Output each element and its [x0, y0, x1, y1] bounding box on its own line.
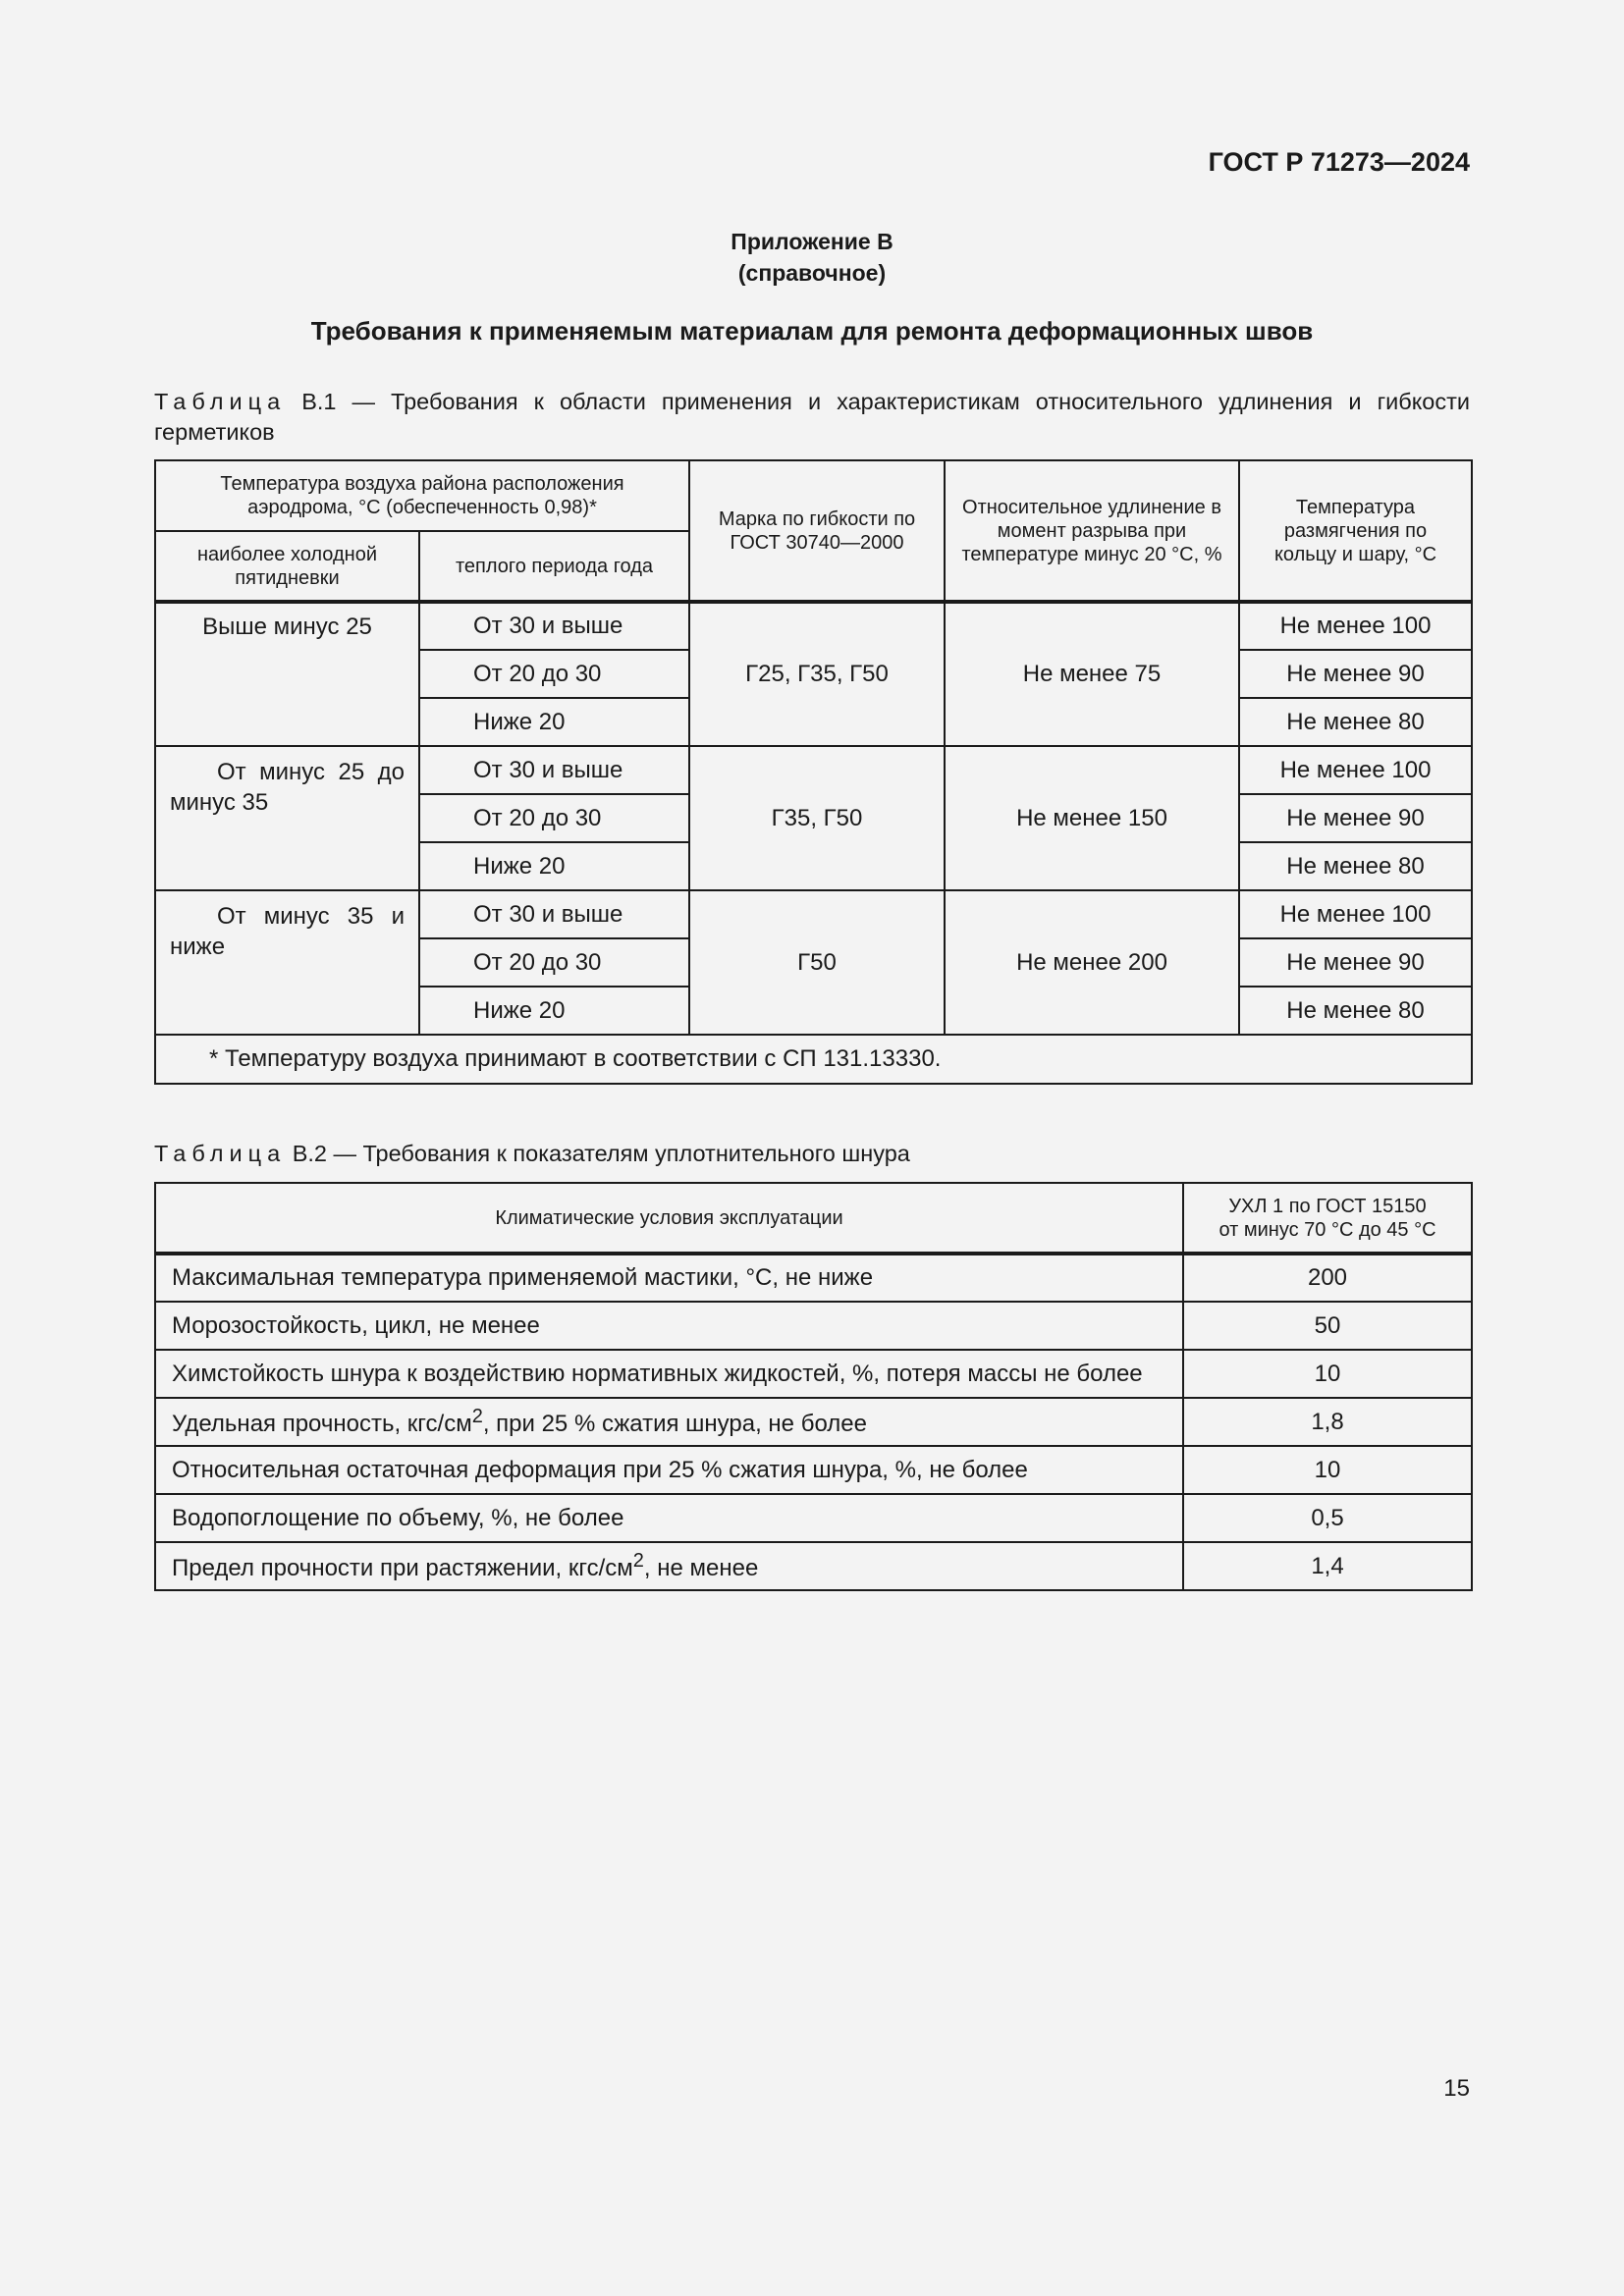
- indicator-text: Предел прочности при растяжении, кгс/см: [172, 1555, 633, 1581]
- table2-caption: [154, 1139, 1470, 1169]
- th-elongation: Относительное удлинение в момент разрыва при температуре минус 20 °С, %: [945, 460, 1239, 602]
- cell-softening: Не менее 100: [1239, 890, 1472, 938]
- cell-softening: Не менее 90: [1239, 794, 1472, 842]
- th-conditions: Климатические условия эксплуатации: [155, 1183, 1183, 1254]
- table-footnote-row: [155, 1035, 1472, 1084]
- cell-cold: Выше минус 25: [155, 602, 419, 746]
- annex-title: Приложение В: [731, 229, 893, 254]
- cell-warm: От 30 и выше: [419, 890, 689, 938]
- cell-indicator: Морозостойкость, цикл, не менее: [155, 1302, 1183, 1350]
- cell-softening: Не менее 100: [1239, 602, 1472, 650]
- annex-type: (справочное): [737, 260, 887, 286]
- cell-indicator: Водопоглощение по объему, %, не более: [155, 1494, 1183, 1542]
- indicator-text: Удельная прочность, кгс/см: [172, 1411, 472, 1437]
- table1-caption-text: В.1 — Требования к области применения и характеристикам относительного удлинения и гибкости герметиков: [154, 389, 1471, 445]
- table1-footnote: * Температуру воздуха принимают в соответствии с СП 131.13330.: [155, 1035, 1472, 1084]
- cell-cold: От минус 25 до минус 35: [155, 746, 419, 890]
- cell-value: 1,4: [1183, 1542, 1472, 1590]
- cell-warm: От 30 и выше: [419, 602, 689, 650]
- cell-warm: Ниже 20: [419, 987, 689, 1035]
- cell-value: 50: [1183, 1302, 1472, 1350]
- table-row: [155, 1398, 1472, 1446]
- table-row: [155, 1494, 1472, 1542]
- cell-elongation: Не менее 150: [945, 746, 1239, 890]
- cell-value: 10: [1183, 1350, 1472, 1398]
- cell-grade: Г35, Г50: [689, 746, 945, 890]
- superscript: 2: [471, 1406, 483, 1427]
- page-number: 15: [1443, 2075, 1470, 2102]
- table-row: [155, 746, 1472, 794]
- cell-value: 1,8: [1183, 1398, 1472, 1446]
- th-softening-temp: Температура размягчения по кольцу и шару, °С: [1239, 460, 1472, 602]
- table-b2: [154, 1182, 1473, 1591]
- th-coldest-five-days: наиболее холодной пятидневки: [155, 531, 419, 602]
- table-row: [155, 1542, 1472, 1590]
- annex-heading: [0, 226, 1624, 289]
- indicator-text-rest: , не менее: [643, 1555, 759, 1581]
- cell-softening: Не менее 100: [1239, 746, 1472, 794]
- cell-warm: От 20 до 30: [419, 938, 689, 987]
- cell-elongation: Не менее 75: [945, 602, 1239, 746]
- table-row: [155, 890, 1472, 938]
- th-climate-line1: УХЛ 1 по ГОСТ 15150: [1228, 1195, 1427, 1217]
- table-row: [155, 1350, 1472, 1398]
- cell-softening: Не менее 90: [1239, 938, 1472, 987]
- table-row: [155, 602, 1472, 650]
- cell-warm: Ниже 20: [419, 698, 689, 746]
- cell-indicator: Максимальная температура применяемой мастики, °С, не ниже: [155, 1254, 1183, 1302]
- cell-grade: Г50: [689, 890, 945, 1035]
- table1-caption: [154, 387, 1470, 448]
- indicator-text-rest: , при 25 % сжатия шнура, не более: [482, 1411, 867, 1437]
- cell-warm: От 30 и выше: [419, 746, 689, 794]
- cell-value: 0,5: [1183, 1494, 1472, 1542]
- th-flex-grade: Марка по гибкости по ГОСТ 30740—2000: [689, 460, 945, 602]
- cell-value: 200: [1183, 1254, 1472, 1302]
- table-row: [155, 1254, 1472, 1302]
- cell-indicator: [155, 1542, 1183, 1590]
- table2-caption-text: В.2 — Требования к показателям уплотнительного шнура: [292, 1141, 910, 1166]
- cell-indicator: Химстойкость шнура к воздействию нормативных жидкостей, %, потеря массы не более: [155, 1350, 1183, 1398]
- cell-softening: Не менее 80: [1239, 698, 1472, 746]
- cell-warm: От 20 до 30: [419, 794, 689, 842]
- th-climate-line2: от минус 70 °С до 45 °С: [1218, 1218, 1436, 1241]
- table1-caption-label: Таблица: [154, 389, 287, 414]
- cell-cold: От минус 35 и ниже: [155, 890, 419, 1035]
- section-title: Требования к применяемым материалам для ремонта деформационных швов: [310, 316, 1314, 346]
- standard-code: ГОСТ Р 71273—2024: [1208, 147, 1470, 177]
- table-b1: [154, 459, 1473, 1085]
- cell-value: 10: [1183, 1446, 1472, 1494]
- superscript: 2: [632, 1550, 644, 1572]
- cell-warm: От 20 до 30: [419, 650, 689, 698]
- cell-grade: Г25, Г35, Г50: [689, 602, 945, 746]
- cell-indicator: [155, 1398, 1183, 1446]
- cell-softening: Не менее 90: [1239, 650, 1472, 698]
- table-row: [155, 1446, 1472, 1494]
- table-row: [155, 1302, 1472, 1350]
- th-warm-period: теплого периода года: [419, 531, 689, 602]
- th-climate: [1183, 1183, 1472, 1254]
- cell-softening: Не менее 80: [1239, 842, 1472, 890]
- th-air-temp: Температура воздуха района расположения аэродрома, °С (обеспеченность 0,98)*: [155, 460, 689, 531]
- cell-indicator: Относительная остаточная деформация при 25 % сжатия шнура, %, не более: [155, 1446, 1183, 1494]
- table2-caption-label: Таблица: [154, 1141, 287, 1166]
- cell-warm: Ниже 20: [419, 842, 689, 890]
- cell-softening: Не менее 80: [1239, 987, 1472, 1035]
- cell-elongation: Не менее 200: [945, 890, 1239, 1035]
